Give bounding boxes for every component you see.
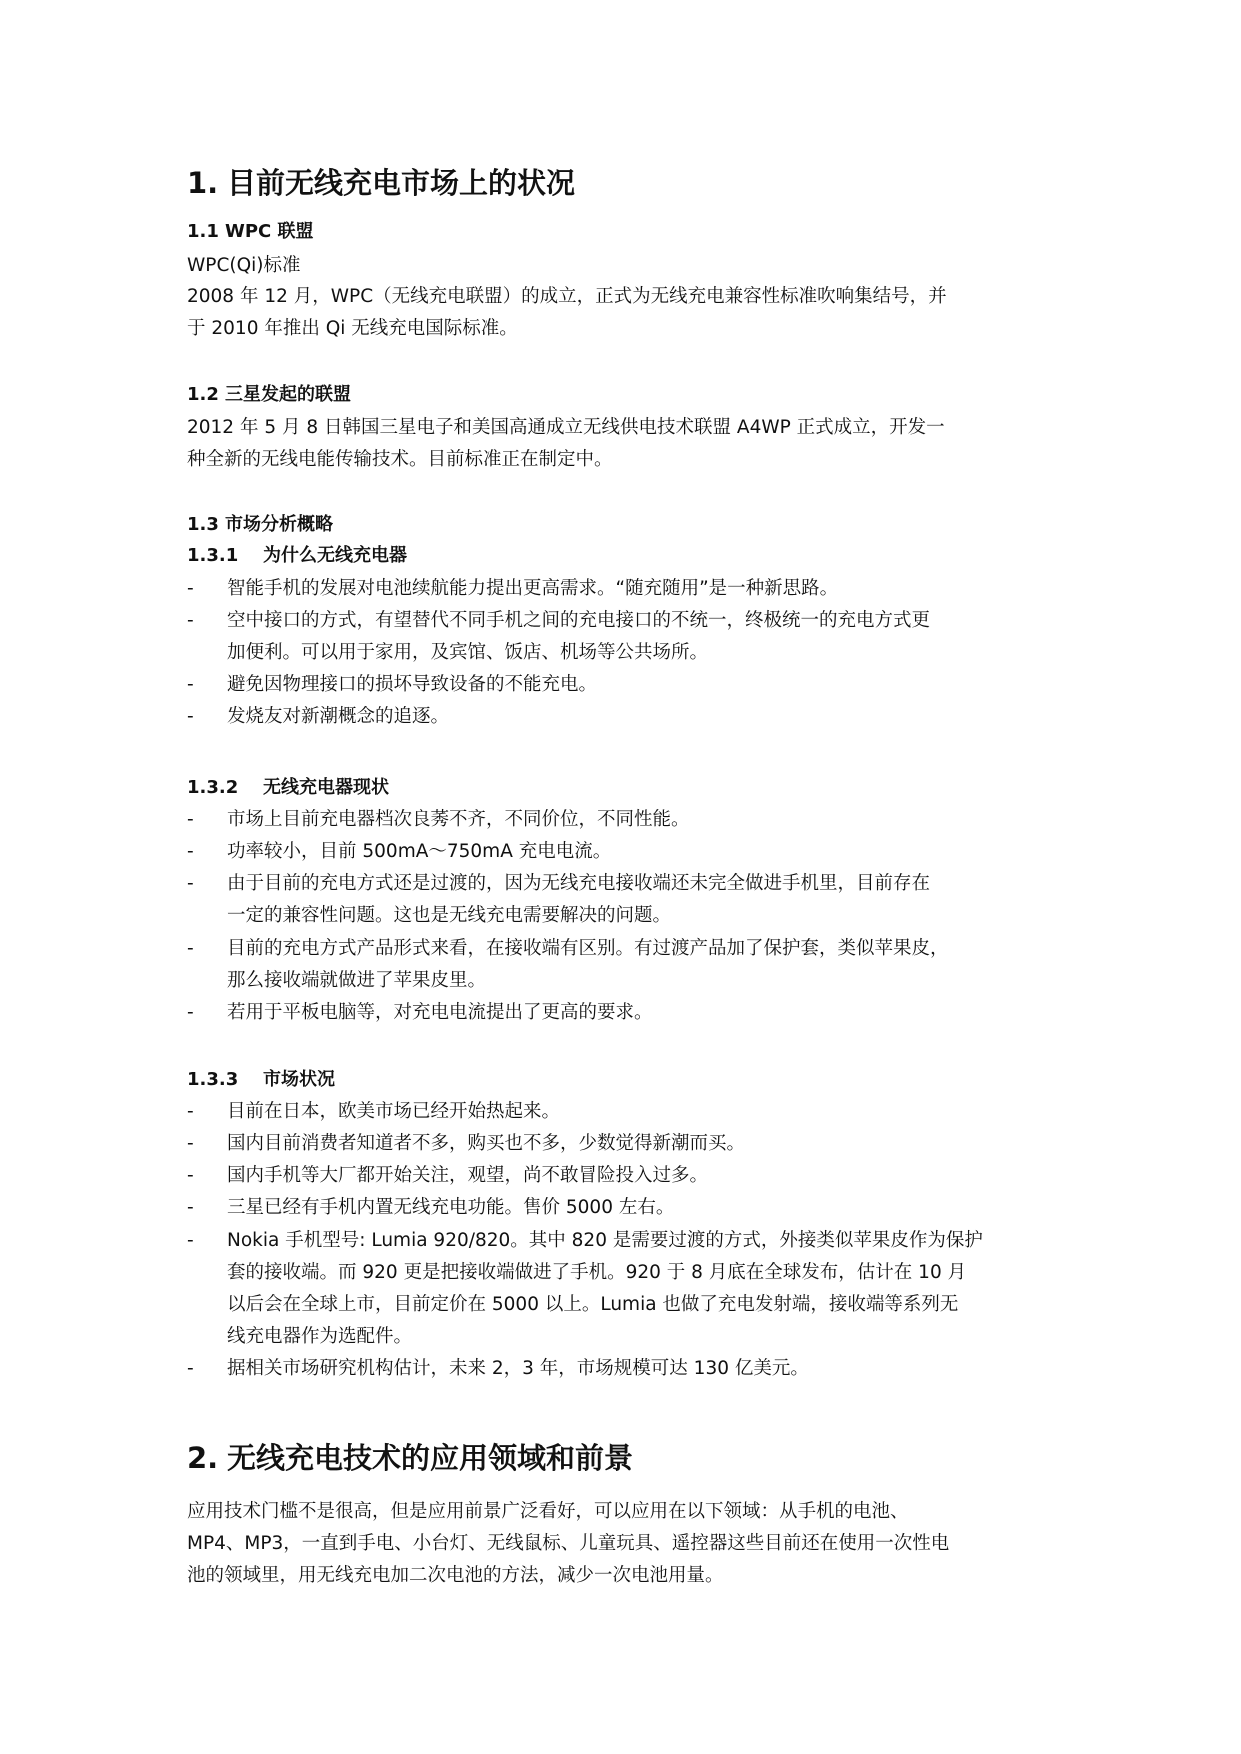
paragraph-line: 2012 年 5 月 8 日韩国三星电子和美国高通成立无线供电技术联盟 A4WP 正式成立，开发一 xyxy=(187,417,945,438)
bullet-dash: - xyxy=(187,938,194,959)
subsubsection-title: 无线充电器现状 xyxy=(263,777,389,798)
paragraph-line: WPC(Qi)标准 xyxy=(187,255,301,276)
bullet-dash: - xyxy=(187,1358,194,1379)
bullet-dash: - xyxy=(187,1101,194,1122)
subsection-number: 1.2 xyxy=(187,384,219,405)
list-item-text: 据相关市场研究机构估计，未来 2，3 年，市场规模可达 130 亿美元。 xyxy=(227,1358,809,1379)
paragraph-line: 于 2010 年推出 Qi 无线充电国际标准。 xyxy=(187,318,518,339)
subsection-1-2-heading xyxy=(187,383,351,407)
list-item-text: 三星已经有手机内置无线充电功能。售价 5000 左右。 xyxy=(227,1197,675,1218)
subsubsection-number: 1.3.1 xyxy=(187,545,239,566)
list-item-text: 加便利。可以用于家用，及宾馆、饭店、机场等公共场所。 xyxy=(227,642,709,663)
bullet-dash: - xyxy=(187,1002,194,1023)
bullet-dash: - xyxy=(187,1230,194,1251)
bullet-dash: - xyxy=(187,578,194,599)
bullet-dash: - xyxy=(187,809,194,830)
bullet-dash: - xyxy=(187,1197,194,1218)
list-item-text: 那么接收端就做进了苹果皮里。 xyxy=(227,970,487,991)
bullet-dash: - xyxy=(187,1165,194,1186)
list-item-text: 市场上目前充电器档次良莠不齐，不同价位，不同性能。 xyxy=(227,809,690,830)
subsection-1-3-heading xyxy=(187,513,333,537)
subsubsection-1-3-3-heading xyxy=(187,1068,335,1092)
paragraph-line: 2008 年 12 月，WPC（无线充电联盟）的成立，正式为无线充电兼容性标准吹响集结号，并 xyxy=(187,286,947,307)
subsubsection-title: 为什么无线充电器 xyxy=(263,545,407,566)
section-title: 无线充电技术的应用领域和前景 xyxy=(227,1441,634,1475)
subsubsection-1-3-1-heading xyxy=(187,544,407,568)
list-item-text: 套的接收端。而 920 更是把接收端做进了手机。920 于 8 月底在全球发布，估计在 10 月 xyxy=(227,1262,967,1283)
list-item-text: 以后会在全球上市，目前定价在 5000 以上。Lumia 也做了充电发射端，接收端等系列无 xyxy=(227,1294,959,1315)
bullet-dash: - xyxy=(187,873,194,894)
list-item-text: 国内手机等大厂都开始关注，观望，尚不敢冒险投入过多。 xyxy=(227,1165,709,1186)
list-item-text: 若用于平板电脑等，对充电电流提出了更高的要求。 xyxy=(227,1002,653,1023)
section-2-heading xyxy=(187,1440,633,1476)
paragraph-line: 应用技术门槛不是很高，但是应用前景广泛看好，可以应用在以下领域：从手机的电池、 xyxy=(187,1501,909,1522)
subsubsection-1-3-2-heading xyxy=(187,776,389,800)
bullet-dash: - xyxy=(187,674,194,695)
subsection-title: 市场分析概略 xyxy=(225,514,333,535)
paragraph-line: 池的领域里，用无线充电加二次电池的方法，减少一次电池用量。 xyxy=(187,1565,724,1586)
subsection-title: WPC 联盟 xyxy=(225,221,314,242)
list-item-text: 避免因物理接口的损坏导致设备的不能充电。 xyxy=(227,674,598,695)
section-number: 1. xyxy=(187,166,219,200)
section-number: 2. xyxy=(187,1441,219,1475)
paragraph-line: MP4、MP3，一直到手电、小台灯、无线鼠标、儿童玩具、遥控器这些目前还在使用一次性电 xyxy=(187,1533,950,1554)
bullet-dash: - xyxy=(187,610,194,631)
list-item-text: 一定的兼容性问题。这也是无线充电需要解决的问题。 xyxy=(227,905,672,926)
section-1-heading xyxy=(187,165,575,201)
list-item-text: 空中接口的方式，有望替代不同手机之间的充电接口的不统一，终极统一的充电方式更 xyxy=(227,610,931,631)
subsubsection-title: 市场状况 xyxy=(263,1069,335,1090)
list-item-text: 由于目前的充电方式还是过渡的，因为无线充电接收端还未完全做进手机里，目前存在 xyxy=(227,873,931,894)
subsection-title: 三星发起的联盟 xyxy=(225,384,351,405)
list-item-text: 线充电器作为选配件。 xyxy=(227,1326,413,1347)
subsection-1-1-heading xyxy=(187,220,314,244)
list-item-text: 发烧友对新潮概念的追逐。 xyxy=(227,706,450,727)
list-item-text: 目前在日本，欧美市场已经开始热起来。 xyxy=(227,1101,561,1122)
list-item-text: 智能手机的发展对电池续航能力提出更高需求。“随充随用”是一种新思路。 xyxy=(227,578,839,599)
list-item-text: 功率较小，目前 500mA～750mA 充电电流。 xyxy=(227,841,612,862)
bullet-dash: - xyxy=(187,1133,194,1154)
bullet-dash: - xyxy=(187,841,194,862)
list-item-text: 国内目前消费者知道者不多，购买也不多，少数觉得新潮而买。 xyxy=(227,1133,746,1154)
subsection-number: 1.3 xyxy=(187,514,219,535)
section-title: 目前无线充电市场上的状况 xyxy=(227,166,576,200)
subsection-number: 1.1 xyxy=(187,221,219,242)
list-item-text: 目前的充电方式产品形式来看，在接收端有区别。有过渡产品加了保护套，类似苹果皮， xyxy=(227,938,949,959)
subsubsection-number: 1.3.3 xyxy=(187,1069,239,1090)
paragraph-line: 种全新的无线电能传输技术。目前标准正在制定中。 xyxy=(187,449,613,470)
list-item-text: Nokia 手机型号: Lumia 920/820。其中 820 是需要过渡的方式，外接类似苹果皮作为保护 xyxy=(227,1230,983,1251)
subsubsection-number: 1.3.2 xyxy=(187,777,239,798)
bullet-dash: - xyxy=(187,706,194,727)
